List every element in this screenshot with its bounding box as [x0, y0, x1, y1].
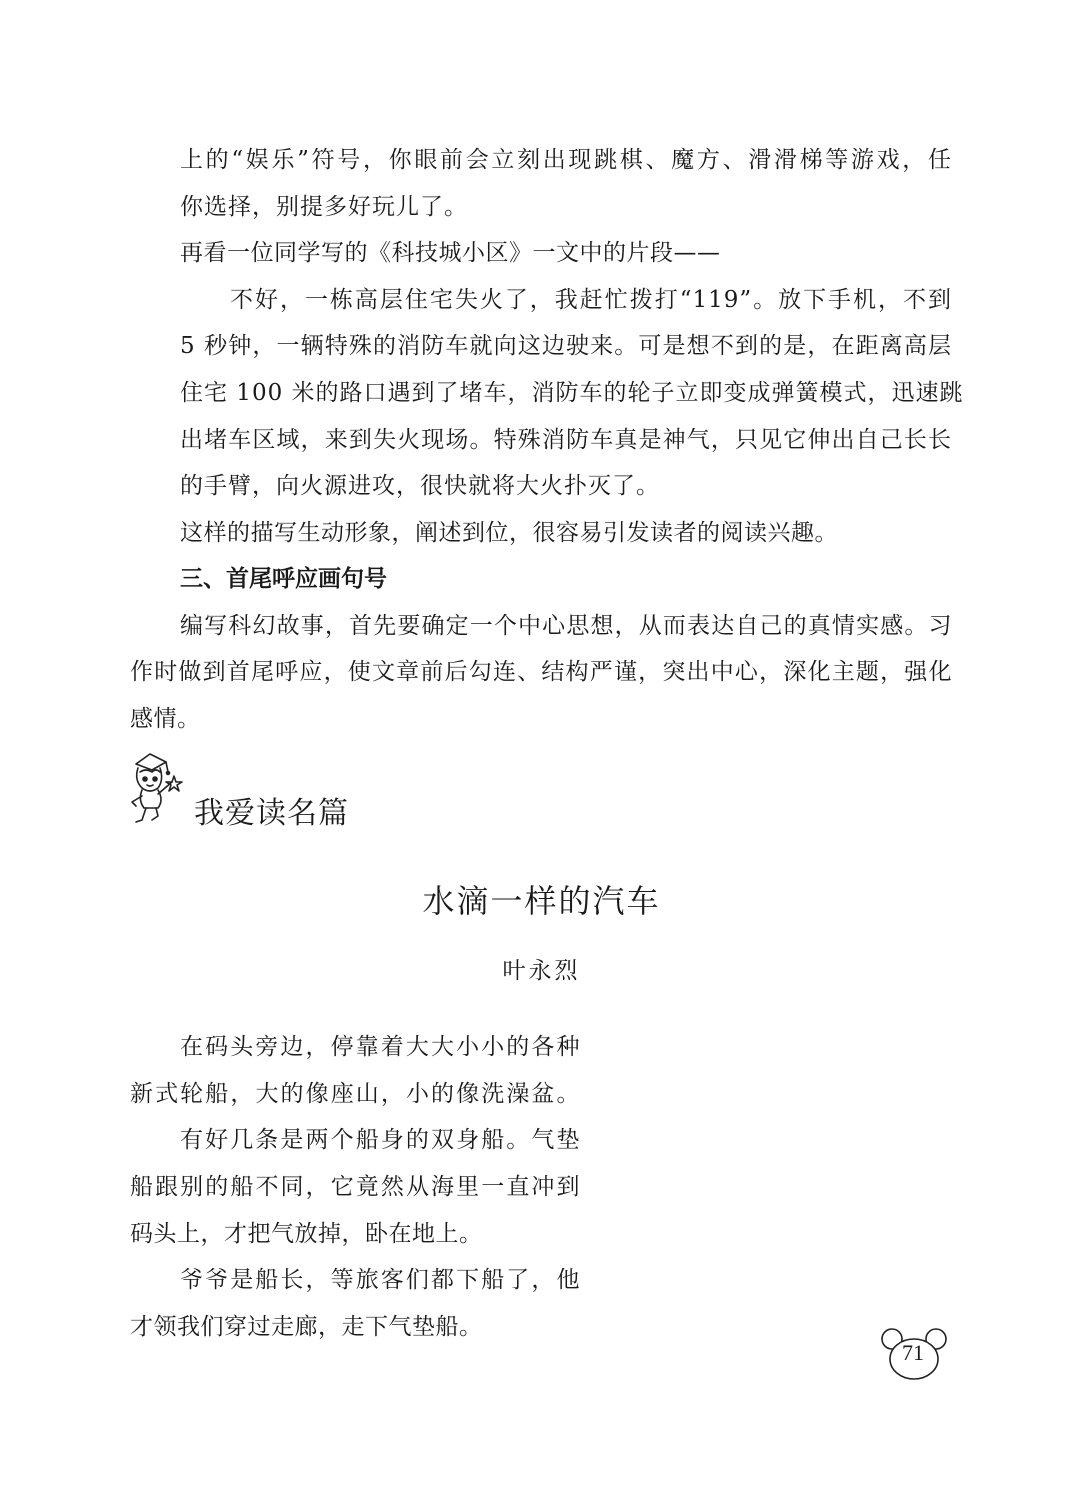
- excerpt-line-1: 不好，一栋高层住宅失火了，我赶忙拨打“119”。放下手机，不到: [230, 287, 952, 313]
- section-heading: 三、首尾呼应画句号: [180, 566, 387, 592]
- section-line-3: 感情。: [130, 706, 201, 732]
- section-line-2: 作时做到首尾呼应，使文章前后勾连、结构严谨，突出中心，深化主题，强化: [130, 659, 952, 685]
- page-number: 71: [902, 1340, 924, 1365]
- story-p3-line-1: 爷爷是船长，等旅客们都下船了，他: [180, 1267, 580, 1293]
- excerpt-line-4: 出堵车区域，来到失火现场。特殊消防车真是神气，只见它伸出自己长长: [180, 427, 952, 453]
- story-p2-line-1: 有好几条是两个船身的双身船。气垫: [180, 1127, 580, 1153]
- story-p1-line-2: 新式轮船，大的像座山，小的像洗澡盆。: [130, 1081, 580, 1107]
- continuation-line-1: 上的“娱乐”符号，你眼前会立刻出现跳棋、魔方、滑滑梯等游戏，任: [180, 147, 952, 173]
- comment-sentence: 这样的描写生动形象，阐述到位，很容易引发读者的阅读兴趣。: [180, 520, 838, 546]
- story-author: 叶永烈: [502, 958, 581, 984]
- reading-section-title: 我爱读名篇: [194, 796, 349, 831]
- story-p2-line-2: 船跟别的船不同，它竟然从海里一直冲到: [130, 1174, 580, 1200]
- continuation-line-2: 你选择，别提多好玩儿了。: [180, 194, 468, 220]
- excerpt-line-3: 住宅 100 米的路口遇到了堵车，消防车的轮子立即变成弹簧模式，迅速跳: [180, 380, 964, 406]
- section-line-1: 编写科幻故事，首先要确定一个中心思想，从而表达自己的真情实感。习: [180, 613, 952, 639]
- story-p1-line-1: 在码头旁边，停靠着大大小小的各种: [180, 1034, 580, 1060]
- story-title: 水滴一样的汽车: [422, 882, 661, 920]
- reading-mascot-icon: [128, 750, 190, 828]
- excerpt-line-2: 5 秒钟，一辆特殊的消防车就向这边驶来。可是想不到的是，在距离高层: [180, 333, 952, 359]
- intro-sentence: 再看一位同学写的《科技城小区》一文中的片段——: [180, 240, 721, 266]
- excerpt-line-5: 的手臂，向火源进攻，很快就将大火扑灭了。: [180, 473, 660, 499]
- story-p3-line-2: 才领我们穿过走廊，走下气垫船。: [130, 1314, 483, 1340]
- story-p2-line-3: 码头上，才把气放掉，卧在地上。: [130, 1221, 483, 1247]
